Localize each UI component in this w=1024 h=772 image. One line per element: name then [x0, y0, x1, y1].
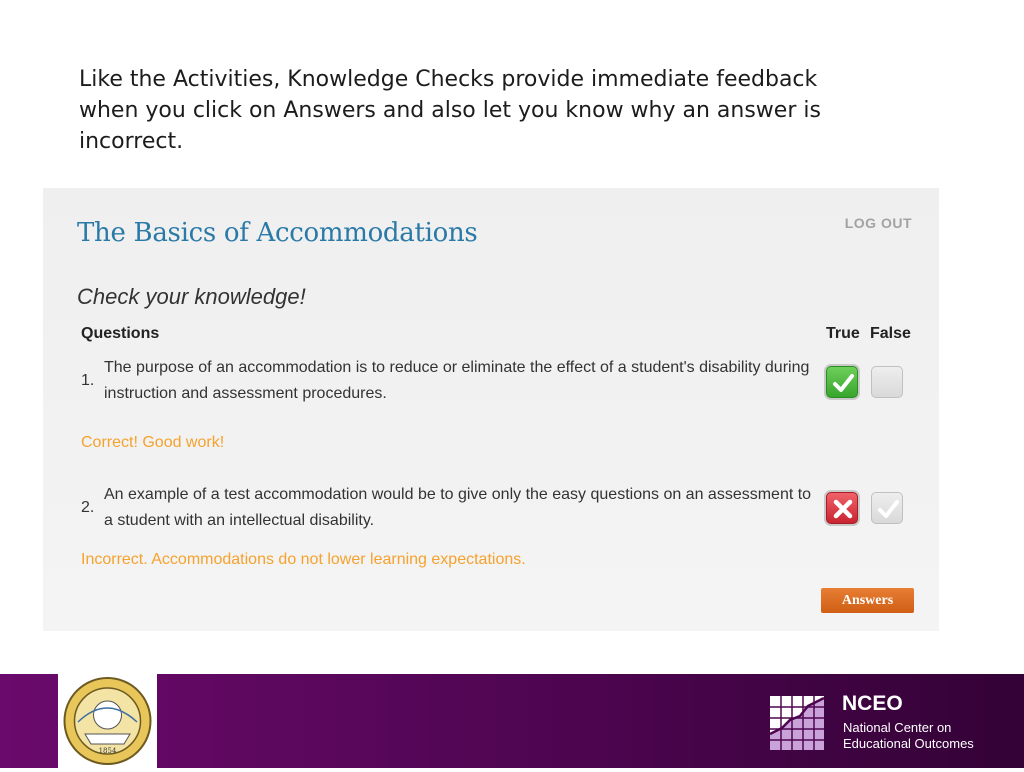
nceo-name: NCEO — [842, 692, 903, 715]
answers-button[interactable]: Answers — [821, 588, 914, 613]
questions-column-header: Questions — [81, 325, 160, 342]
feedback-correct: Correct! Good work! — [81, 434, 225, 451]
x-mark-icon — [827, 493, 859, 525]
state-seal-logo — [58, 674, 157, 768]
nceo-subtitle-line2: Educational Outcomes — [843, 736, 974, 751]
false-column-header: False — [870, 325, 911, 342]
svg-text:1854: 1854 — [98, 747, 117, 755]
knowledge-check-panel — [43, 188, 939, 631]
slide-intro-text: Like the Activities, Knowledge Checks provide immediate feedback when you click on Answers and also let you know why an answer is incorrect. — [79, 67, 821, 154]
footer-bar — [0, 674, 1024, 768]
checkmark-icon — [827, 367, 859, 399]
nceo-logo-icon — [768, 694, 826, 752]
question-number: 2. — [81, 499, 95, 516]
feedback-incorrect: Incorrect. Accommodations do not lower learning expectations. — [81, 551, 526, 568]
check-knowledge-heading: Check your knowledge! — [77, 284, 306, 309]
nceo-subtitle-line1: National Center on — [843, 720, 952, 735]
logout-link[interactable]: LOG OUT — [844, 215, 912, 231]
checkmark-icon — [872, 493, 904, 525]
question-number: 1. — [81, 372, 95, 389]
true-checkbox-incorrect[interactable] — [826, 492, 858, 524]
false-checkbox-correct-answer[interactable] — [871, 492, 903, 524]
course-title: The Basics of Accommodations — [77, 218, 478, 248]
question-text: The purpose of an accommodation is to reduce or eliminate the effect of a student's disability during instruction and assessment procedures. — [104, 359, 810, 402]
question-text: An example of a test accommodation would be to give only the easy questions on an assessment to a student with an intellectual disability. — [104, 486, 812, 529]
false-checkbox-empty[interactable] — [871, 366, 903, 398]
true-checkbox-correct[interactable] — [826, 366, 858, 398]
true-column-header: True — [826, 325, 860, 342]
